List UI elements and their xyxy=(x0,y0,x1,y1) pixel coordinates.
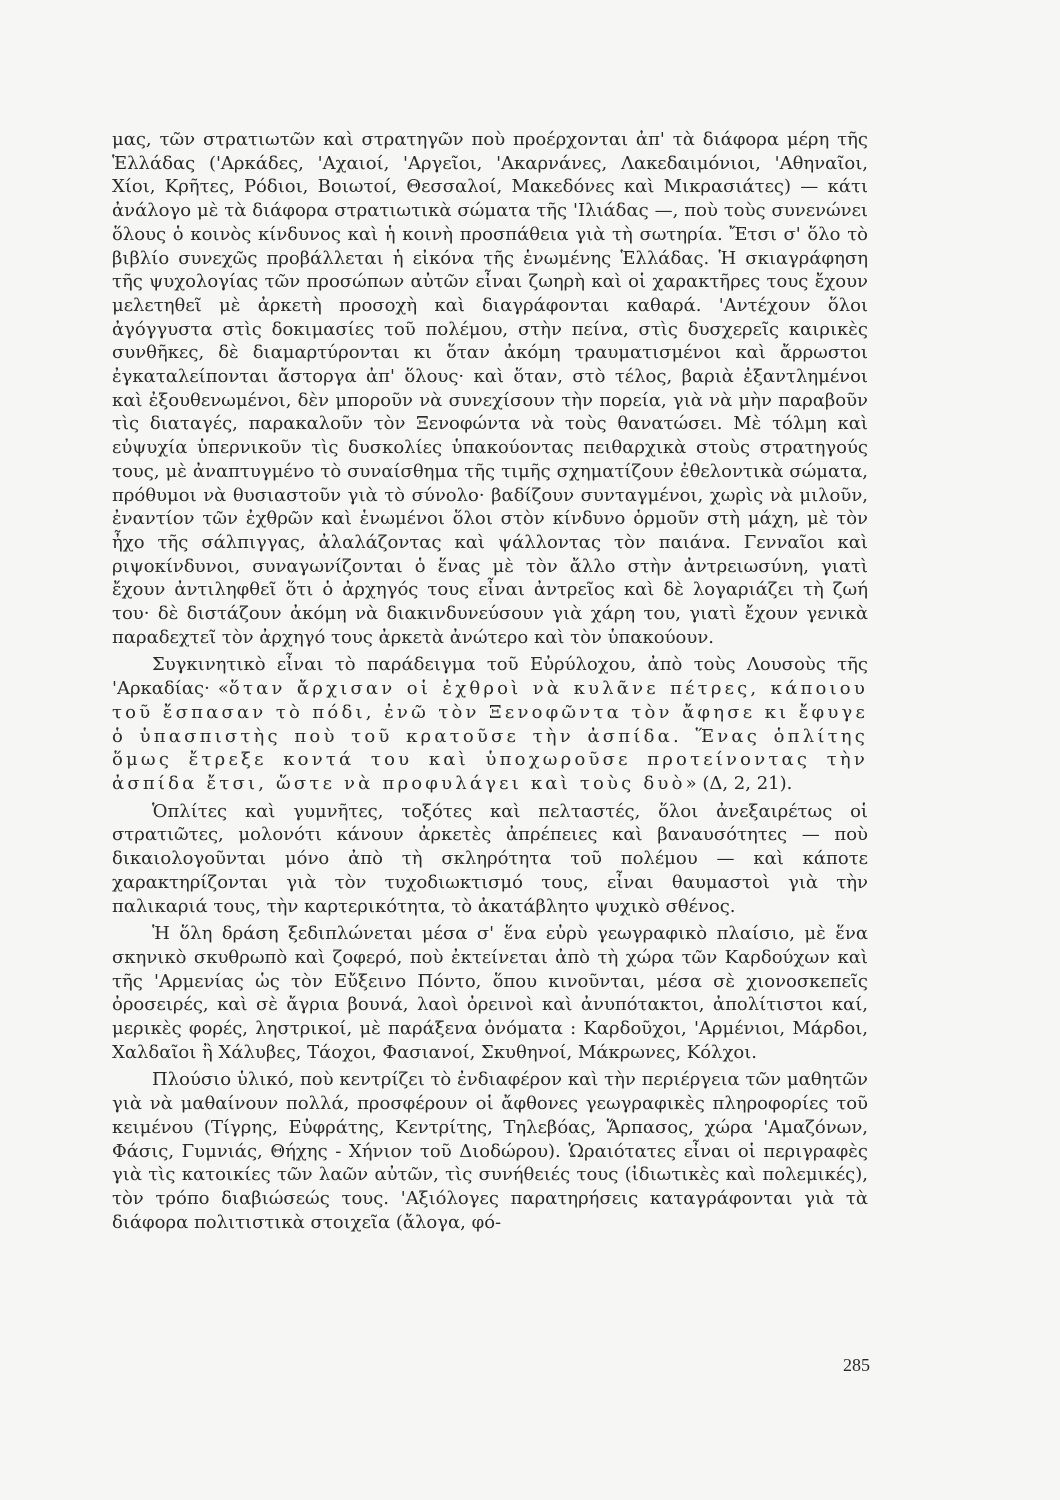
paragraph-4: Ἡ ὅλη δράση ξεδιπλώνεται μέσα σ' ἕνα εὐρὺ γεωγραφικὸ πλαίσιο, μὲ ἕνα σκηνικὸ σκυθρωπὸ καὶ ζοφερό, ποὺ ἐκτείνεται ἀπὸ τὴ χώρα τῶν Καρδούχων καὶ τῆς 'Αρμενίας ὡς τὸν Εὔξεινο Πόντο, ὅπου κινοῦνται, μέσα σὲ χιονοσκεπεῖς ὀροσειρές, καὶ σὲ ἄγρια βουνά, λαοὶ ὀρεινοὶ καὶ ἀνυπότακτοι, ἀπολίτιστοι καί, μερικὲς φορές, ληστρικοί, μὲ παράξενα ὀνόματα : Καρδοῦχοι, 'Αρμένιοι, Μάρδοι, Χαλδαῖοι ἢ Χάλυβες, Τάοχοι, Φασιανοί, Σκυθηνοί, Μάκρωνες, Κόλχοι. xyxy=(112,923,868,1063)
paragraph-1: μας, τῶν στρατιωτῶν καὶ στρατηγῶν ποὺ προέρχονται ἀπ' τὰ διάφορα μέρη τῆς Ἑλλάδας ('Αρκάδες, 'Αχαιοί, 'Αργεῖοι, 'Ακαρνάνες, Λακεδαιμόνιοι, 'Αθηναῖοι, Χίοι, Κρῆτες, Ρόδιοι, Βοιωτοί, Θεσσαλοί, Μακεδόνες καὶ Μικρασιάτες) — κάτι ἀνάλογο μὲ τὰ διάφορα στρατιωτικὰ σώματα τῆς 'Ιλιάδας —, ποὺ τοὺς συνενώνει ὅλους ὁ κοινὸς κίνδυνος καὶ ἡ κοινὴ προσπάθεια γιὰ τὴ σωτηρία. Ἔτσι σ' ὅλο τὸ βιβλίο συνεχῶς προβάλλεται ἡ εἰκόνα τῆς ἑνωμένης Ἑλλάδας. Ἡ σκιαγράφηση τῆς ψυχολογίας τῶν προσώπων αὐτῶν εἶναι ζωηρὴ καὶ οἱ χαρακτῆρες τους ἔχουν μελετηθεῖ μὲ ἀρκετὴ προσοχὴ καὶ διαγράφονται καθαρά. 'Αντέχουν ὅλοι ἀγόγγυστα στὶς δοκιμασίες τοῦ πολέμου, στὴν πείνα, στὶς δυσχερεῖς καιρικὲς συνθῆκες, δὲ διαμαρτύρονται κι ὅταν ἀκόμη τραυματισμένοι καὶ ἄρρωστοι ἐγκαταλείπονται ἄστοργα ἀπ' ὅλους· καὶ ὅταν, στὸ τέλος, βαριὰ ἐξαντλημένοι καὶ ἐξουθενωμένοι, δὲν μποροῦν νὰ συνεχίσουν τὴν πορεία, γιὰ νὰ μὴν παραβοῦν τὶς διαταγές, παρακαλοῦν τὸν Ξενοφώντα νὰ τοὺς θανατώσει. Μὲ τόλμη καὶ εὐψυχία ὑπερνικοῦν τὶς δυσκολίες ὑπακούοντας πειθαρχικὰ στοὺς στρατηγούς τους, μὲ ἀναπτυγμένο τὸ συναίσθημα τῆς τιμῆς σχηματίζουν ἐθελοντικὰ σώματα, πρόθυμοι νὰ θυσιαστοῦν γιὰ τὸ σύνολο· βαδίζουν συνταγμένοι, χωρὶς νὰ μιλοῦν, ἐναντίον τῶν ἐχθρῶν καὶ ἑνωμένοι ὅλοι στὸν κίνδυνο ὁρμοῦν στὴ μάχη, μὲ τὸν ἦχο τῆς σάλπιγγας, ἀλαλάζοντας καὶ ψάλλοντας τὸν παιάνα. Γενναῖοι καὶ ριψοκίνδυνοι, συναγωνίζονται ὁ ἕνας μὲ τὸν ἄλλο στὴν ἀντρειωσύνη, γιατὶ ἔχουν ἀντιληφθεῖ ὅτι ὁ ἀρχηγός τους εἶναι ἀντρεῖος καὶ δὲ λογαριάζει τὴ ζωή του· δὲ διστάζουν ἀκόμη νὰ διακινδυνεύσουν γιὰ χάρη του, γιατὶ ἔχουν γενικὰ παραδεχτεῖ τὸν ἀρχηγό τους ἀρκετὰ ἀνώτερο καὶ τὸν ὑπακούουν. xyxy=(112,129,868,648)
paragraph-2-intro: Συγκινητικὸ εἶναι τὸ παράδειγμα τοῦ Εὐρύλοχου, ἀπὸ τοὺς Λουσοὺς τῆς 'Αρκαδίας· « xyxy=(112,654,868,700)
spaced-quotation: ὅταν ἄρχισαν οἱ ἐχθροὶ νὰ κυλᾶνε πέτρες, κάποιου τοῦ ἔσπασαν τὸ πόδι, ἐνῶ τὸν Ξενοφῶντα τὸν ἄφησε κι ἔφυγε ὁ ὑπασπιστὴς ποὺ τοῦ κρατοῦσε τὴν ἀσπίδα. Ἕνας ὁπλίτης ὅμως ἔτρεξε κοντά του καὶ ὑποχωροῦσε προτείνοντας τὴν ἀσπίδα ἔτσι, ὥστε νὰ προφυλάγει καὶ τοὺς δυὸ xyxy=(112,678,868,794)
paragraph-3: Ὁπλίτες καὶ γυμνῆτες, τοξότες καὶ πελταστές, ὅλοι ἀνεξαιρέτως οἱ στρατιῶτες, μολονότι κάνουν ἀρκετὲς ἀπρέπειες καὶ βαναυσότητες — ποὺ δικαιολογοῦνται μόνο ἀπὸ τὴ σκληρότητα τοῦ πολέμου — καὶ κάποτε χαρακτηρίζονται γιὰ τὸν τυχοδιωκτισμό τους, εἶναι θαυμαστοὶ γιὰ τὴν παλικαριά τους, τὴν καρτερικότητα, τὸ ἀκατάβλητο ψυχικὸ σθένος. xyxy=(112,800,868,917)
quotation-citation: » (Δ, 2, 21). xyxy=(685,772,793,794)
page-number: 285 xyxy=(843,1355,870,1375)
paragraph-5: Πλούσιο ὑλικό, ποὺ κεντρίζει τὸ ἐνδιαφέρον καὶ τὴν περιέργεια τῶν μαθητῶν γιὰ νὰ μαθαίνουν πολλά, προσφέρουν οἱ ἄφθονες γεωγραφικὲς πληροφορίες τοῦ κειμένου (Τίγρης, Εὐφράτης, Κεντρίτης, Τηλεβόας, Ἅρπασος, χώρα 'Αμαζόνων, Φάσις, Γυμνιάς, Θήχης - Χήνιον τοῦ Διοδώρου). Ὡραιότατες εἶναι οἱ περιγραφὲς γιὰ τὶς κατοικίες τῶν λαῶν αὐτῶν, τὶς συνήθειές τους (ἰδιωτικὲς καὶ πολεμικές), τὸν τρόπο διαβιώσεώς τους. 'Αξιόλογες παρατηρήσεις καταγράφονται γιὰ τὰ διάφορα πολιτιστικὰ στοιχεῖα (ἄλογα, φό- xyxy=(112,1069,868,1233)
page-text xyxy=(112,128,868,1234)
paragraph-2 xyxy=(112,653,868,795)
